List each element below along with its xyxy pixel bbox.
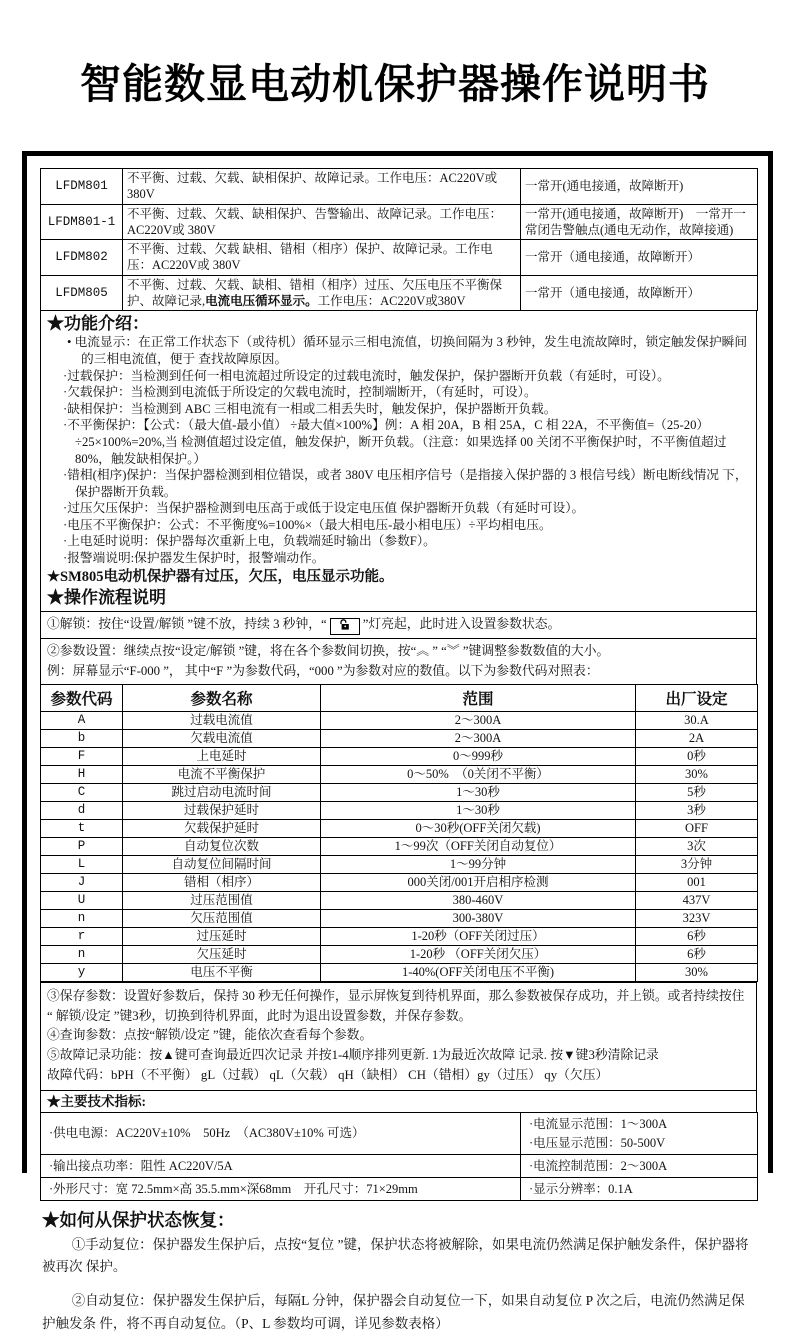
operation-heading: ★操作流程说明 bbox=[47, 588, 166, 608]
table-row bbox=[41, 963, 758, 981]
tech-resolution: ·显示分辨率：0.1A bbox=[521, 1177, 758, 1200]
param-name: 跳过启动电流时间 bbox=[123, 783, 321, 801]
model-desc: 不平衡、过载、欠载、缺相保护、告警输出、故障记录。工作电压：AC220V或 380V bbox=[123, 204, 521, 240]
param-name: 上电延时 bbox=[123, 747, 321, 765]
feature-item-overload: ·过载保护：当检测到任何一相电流超过所设定的过载电流时，触发保护，保护器断开负载（有延时，可设）。 bbox=[63, 368, 670, 383]
recovery-section bbox=[40, 1201, 757, 1335]
param-code: U bbox=[41, 891, 123, 909]
param-code: t bbox=[41, 819, 123, 837]
param-range: 1～99次（OFF关闭自动复位） bbox=[321, 837, 636, 855]
recovery-manual-reset: ①手动复位：保护器发生保护后，点按“复位 ”键，保护状态将被解除，如果电流仍然满足保护触发条件，保护器将被再次 保护。 bbox=[42, 1236, 749, 1275]
table-row bbox=[41, 729, 758, 747]
param-code: L bbox=[41, 855, 123, 873]
table-row bbox=[41, 204, 758, 240]
model-contact: 一常开（通电接通，故障断开） bbox=[521, 275, 758, 311]
steps-save-query-faultlog bbox=[40, 982, 757, 1090]
table-row bbox=[41, 275, 758, 311]
param-name: 过压延时 bbox=[123, 927, 321, 945]
param-name: 错相（相序） bbox=[123, 873, 321, 891]
param-default: 001 bbox=[636, 873, 758, 891]
param-code: P bbox=[41, 837, 123, 855]
table-row bbox=[41, 1113, 758, 1154]
param-range: 1-20秒 （OFF关闭欠压） bbox=[321, 945, 636, 963]
param-range: 0～30秒(OFF关闭欠载) bbox=[321, 819, 636, 837]
param-default: 30% bbox=[636, 963, 758, 981]
param-name: 欠载保护延时 bbox=[123, 819, 321, 837]
step-param-setting bbox=[40, 638, 757, 683]
param-range: 1～30秒 bbox=[321, 783, 636, 801]
param-range: 2～300A bbox=[321, 711, 636, 729]
parameter-table bbox=[40, 684, 758, 982]
param-code: H bbox=[41, 765, 123, 783]
content-box bbox=[22, 151, 773, 1331]
step-unlock-post: ”灯亮起，此时进入设置参数状态。 bbox=[362, 617, 561, 632]
param-default: 0秒 bbox=[636, 747, 758, 765]
param-range: 000关闭/001开启相序检测 bbox=[321, 873, 636, 891]
param-code: d bbox=[41, 801, 123, 819]
table-row bbox=[41, 855, 758, 873]
page-title: 智能数显电动机保护器操作说明书 bbox=[80, 61, 710, 107]
param-range: 1-40%(OFF关闭电压不平衡) bbox=[321, 963, 636, 981]
param-code: n bbox=[41, 909, 123, 927]
param-name: 自动复位次数 bbox=[123, 837, 321, 855]
table-row bbox=[41, 909, 758, 927]
param-code: F bbox=[41, 747, 123, 765]
tech-current-display-range: ·电流显示范围：1～300A bbox=[529, 1117, 668, 1132]
recovery-auto-reset: ②自动复位：保护器发生保护后，每隔L 分钟，保护器会自动复位一下，如果自动复位 P 次之后，电流仍然满足保护触发条 件，将不再自动复位。（P、L 参数均可调，详见参数表格） bbox=[42, 1293, 745, 1331]
param-name: 过载电流值 bbox=[123, 711, 321, 729]
model-desc: 不平衡、过载、欠载、缺相保护、故障记录。工作电压：AC220V或380V bbox=[123, 169, 521, 205]
unlock-icon bbox=[330, 618, 360, 635]
tech-dimensions: ·外形尺寸：宽 72.5mm×高 35.5.mm×深68mm 开孔尺寸：71×29mm bbox=[41, 1177, 521, 1200]
table-row bbox=[41, 801, 758, 819]
table-row bbox=[41, 747, 758, 765]
param-default: 3秒 bbox=[636, 801, 758, 819]
col-header-default: 出厂设定 bbox=[636, 684, 758, 711]
param-default: 6秒 bbox=[636, 945, 758, 963]
param-range: 0～999秒 bbox=[321, 747, 636, 765]
feature-item-current-display: • 电流显示：在正常工作状态下（或待机）循环显示三相电流值，切换间隔为 3 秒钟，发生电流故障时，锁定触发保护瞬间的三相电流值，便于 查找故障原因。 bbox=[67, 335, 748, 366]
param-default: 3次 bbox=[636, 837, 758, 855]
feature-item-over-under-voltage: ·过压欠压保护：当保护器检测到电压高于或低于设定电压值 保护器断开负载（有延时可设）。 bbox=[63, 501, 585, 516]
tech-specs-heading: ★主要技术指标: bbox=[40, 1090, 757, 1113]
param-code: b bbox=[41, 729, 123, 747]
table-row bbox=[41, 873, 758, 891]
feature-item-phase-loss: ·缺相保护：当检测到 ABC 三相电流有一相或二相丢失时，触发保护，保护器断开负载。 bbox=[63, 401, 557, 416]
sm805-note: ★SM805电动机保护器有过压，欠压，电压显示功能。 bbox=[47, 568, 394, 585]
fault-codes: 故障代码：bPH（不平衡） gL（过载） qL（欠载） qH（缺相） CH（错相）gy（过压） qy（欠压） bbox=[47, 1068, 609, 1082]
step-param-line2: 例：屏幕显示“F-000 ”， 其中“F ”为参数代码，“000 ”为参数对应的数值。以下为参数代码对照表： bbox=[47, 663, 599, 678]
model-table bbox=[40, 168, 758, 311]
param-code: y bbox=[41, 963, 123, 981]
param-name: 欠载电流值 bbox=[123, 729, 321, 747]
param-default: 3分钟 bbox=[636, 855, 758, 873]
model-code: LFDM805 bbox=[41, 275, 123, 311]
param-range: 2～300A bbox=[321, 729, 636, 747]
param-name: 过载保护延时 bbox=[123, 801, 321, 819]
param-default: 30% bbox=[636, 765, 758, 783]
table-row bbox=[41, 783, 758, 801]
col-header-name: 参数名称 bbox=[123, 684, 321, 711]
tech-output-contact: ·输出接点功率：阻性 AC220V/5A bbox=[41, 1154, 521, 1177]
param-name: 电流不平衡保护 bbox=[123, 765, 321, 783]
step-unlock-pre: ①解锁：按住“设置/解锁 ”键不放，持续 3 秒钟，“ bbox=[47, 617, 327, 632]
param-code: r bbox=[41, 927, 123, 945]
param-range: 1～99分钟 bbox=[321, 855, 636, 873]
table-row bbox=[41, 891, 758, 909]
param-default: 2A bbox=[636, 729, 758, 747]
param-range: 1～30秒 bbox=[321, 801, 636, 819]
step-unlock bbox=[40, 611, 757, 638]
param-range: 1-20秒（OFF关闭过压） bbox=[321, 927, 636, 945]
step-unlock-text bbox=[47, 615, 750, 635]
model-code: LFDM801-1 bbox=[41, 204, 123, 240]
feature-item-underload: ·欠载保护：当检测到电流低于所设定的欠载电流时，控制端断开，（有延时，可设）。 bbox=[63, 385, 537, 400]
model-desc bbox=[123, 275, 521, 311]
param-name: 欠压延时 bbox=[123, 945, 321, 963]
param-code: n bbox=[41, 945, 123, 963]
feature-item-unbalance: ·不平衡保护：【公式：（最大值-最小值） ÷最大值×100%】例：A 相 20A，B 相 25A，C 相 22A，不平衡值=（25-20）÷25×100%=20%,当 检测值超过设定值，触发保护，断开负载。（注意：如果选择 00 关闭不平衡保护时，不平衡值超过 80%，触发缺相保护。） bbox=[63, 418, 727, 466]
table-row bbox=[41, 819, 758, 837]
param-default: 6秒 bbox=[636, 927, 758, 945]
table-header-row bbox=[41, 684, 758, 711]
model-contact: 一常开（通电接通，故障断开） bbox=[521, 240, 758, 276]
table-row bbox=[41, 711, 758, 729]
table-row bbox=[41, 240, 758, 276]
param-name: 欠压范围值 bbox=[123, 909, 321, 927]
col-header-code: 参数代码 bbox=[41, 684, 123, 711]
param-code: C bbox=[41, 783, 123, 801]
param-code: A bbox=[41, 711, 123, 729]
step-query-params: ④查询参数：点按“解锁/设定 ”键，能依次查看每个参数。 bbox=[47, 1028, 373, 1043]
step-param-line1: ②参数设置：继续点按“设定/解锁 ”键，将在各个参数间切换，按“︽ ” “︾ ”键调整参数数值的大小。 bbox=[47, 644, 610, 659]
param-code: J bbox=[41, 873, 123, 891]
tech-voltage-display-range: ·电压显示范围：50-500V bbox=[529, 1135, 666, 1150]
feature-item-powerup-delay: ·上电延时说明：保护器每次重新上电，负载端延时输出（参数F）。 bbox=[63, 534, 436, 549]
feature-item-phase-sequence: ·错相(相序)保护：当保护器检测到相位错误，或者 380V 电压相序信号（是指接入保护器的 3 根信号线）断电断线情况 下，保护器断开负载。 bbox=[63, 468, 748, 499]
param-default: 5秒 bbox=[636, 783, 758, 801]
param-range: 300-380V bbox=[321, 909, 636, 927]
table-row bbox=[41, 1177, 758, 1200]
param-name: 电压不平衡 bbox=[123, 963, 321, 981]
param-range: 380-460V bbox=[321, 891, 636, 909]
tech-display-ranges bbox=[521, 1113, 758, 1154]
tech-current-control-range: ·电流控制范围：2～300A bbox=[521, 1154, 758, 1177]
model-code: LFDM802 bbox=[41, 240, 123, 276]
features-section bbox=[40, 311, 757, 611]
model-contact: 一常开(通电接通，故障断开) bbox=[521, 169, 758, 205]
model-contact: 一常开(通电接通，故障断开) 一常开一常闭告警触点(通电无动作，故障接通) bbox=[521, 204, 758, 240]
table-row bbox=[41, 945, 758, 963]
features-heading: ★功能介绍： bbox=[47, 314, 149, 334]
feature-item-voltage-unbalance: ·电压不平衡保护：公式：不平衡度%=100%×（最大相电压-最小相电压）÷平均相电压。 bbox=[63, 517, 552, 532]
param-name: 过压范围值 bbox=[123, 891, 321, 909]
param-default: OFF bbox=[636, 819, 758, 837]
step-save-params: ③保存参数：设置好参数后，保持 30 秒无任何操作，显示屏恢复到待机界面，那么参数被保存成功，并上锁。或者持续按住 “ 解锁/设定 ”键3秒，切换到待机界面，此时为退出设置参数，并保存参数。 bbox=[47, 988, 745, 1023]
tech-specs-table bbox=[40, 1112, 758, 1201]
model-desc: 不平衡、过载、欠载 缺相、错相（相序）保护、故障记录。工作电压：AC220V或 380V bbox=[123, 240, 521, 276]
model-desc-post: 工作电压：AC220V或380V bbox=[317, 293, 466, 308]
table-row bbox=[41, 169, 758, 205]
table-row bbox=[41, 765, 758, 783]
param-default: 437V bbox=[636, 891, 758, 909]
param-default: 323V bbox=[636, 909, 758, 927]
table-row bbox=[41, 927, 758, 945]
recovery-heading: ★如何从保护状态恢复： bbox=[42, 1209, 235, 1230]
param-range: 0～50% （0关闭不平衡） bbox=[321, 765, 636, 783]
model-desc-bold: 电流电压循环显示。 bbox=[205, 293, 318, 308]
table-row bbox=[41, 837, 758, 855]
param-name: 自动复位间隔时间 bbox=[123, 855, 321, 873]
model-code: LFDM801 bbox=[41, 169, 123, 205]
param-default: 30.A bbox=[636, 711, 758, 729]
step-fault-log: ⑤故障记录功能：按▲键可查询最近四次记录 并按1-4顺序排列更新. 1为最近次故障 记录. 按▼键3秒清除记录 bbox=[47, 1048, 659, 1063]
feature-item-alarm-terminal: ·报警端说明:保护器发生保护时，报警端动作。 bbox=[63, 551, 325, 566]
tech-power-supply: ·供电电源：AC220V±10% 50Hz （AC380V±10% 可选） bbox=[41, 1113, 521, 1154]
model-desc-pre: 不平衡、过载、欠载、缺相、错相（相序）过压、欠压电压不平衡保护、故障记录, bbox=[127, 277, 503, 308]
col-header-range: 范围 bbox=[321, 684, 636, 711]
table-row bbox=[41, 1154, 758, 1177]
